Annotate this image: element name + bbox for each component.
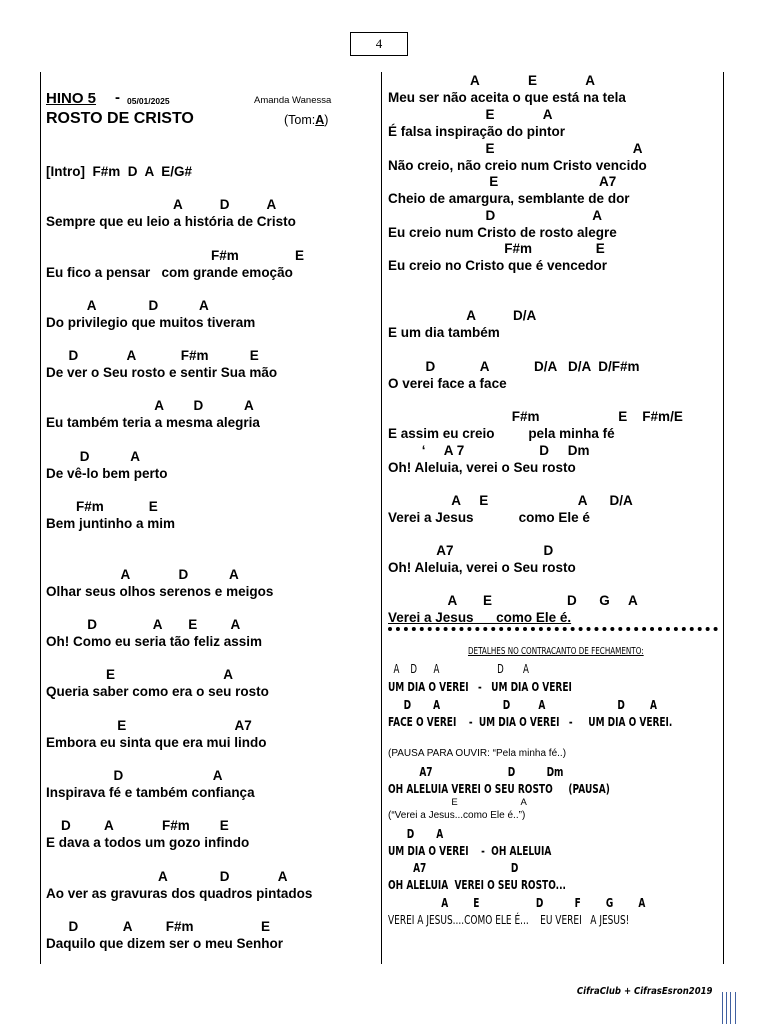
stanza-line [388,492,633,526]
stanza-line [46,666,269,700]
stanza-line [46,767,255,801]
details-heading [468,646,712,657]
lyric-line: Eu fico a pensar com grande emoção [46,265,293,280]
stanza-line [46,616,262,650]
chord-line: D A [46,768,223,783]
detail-lyric [388,781,696,796]
chord-line: A D A [46,398,254,413]
chord-line: D A [46,449,141,464]
lyric-line: De vê-lo bem perto [46,466,168,481]
detail-note [388,748,566,759]
stanza-line [46,566,273,600]
stanza-line [46,817,249,851]
key-label: (Tom: [284,113,316,127]
detail-text: OH ALELUIA VEREI O SEU ROSTO (PAUSA) [388,781,610,796]
chord-line: A E A D/A [388,493,633,508]
dotted-separator [388,627,718,631]
chord-line: E A7 [388,174,617,189]
chord-line: F#m E F#m/E [388,409,683,424]
stanza-line [388,307,536,341]
detail-chords [388,697,761,712]
detail-text: (PAUSA PARA OUVIR: “Pela minha fé..) [388,748,567,759]
detail-text: OH ALELUIA VEREI O SEU ROSTO... [388,877,566,892]
page-number: 4 [350,32,408,56]
lyric-line: Queria saber como era o seu rosto [46,684,269,699]
stanza-line [46,247,304,281]
chord-line: A E A [388,73,596,88]
stanza-line [46,448,168,482]
lyric-line: Verei a Jesus como Ele é [388,510,590,525]
chord-line: E A [388,107,553,122]
chord-line: A7 D [388,543,554,558]
detail-chords [388,764,632,779]
chord-line: A D A [46,869,288,884]
chord-line: D A [388,208,603,223]
detail-text: A7 D [388,860,519,875]
chord-line: ‘ A 7 D Dm [388,443,590,458]
hymn-dash: - [115,89,120,106]
stanza-line [46,498,175,532]
chord-line: D A F#m E [46,818,229,833]
detail-text: E A [388,797,527,808]
chord-line: D A E A [46,617,241,632]
lyric-line: Inspirava fé e também confiança [46,785,255,800]
detail-text: D A [388,826,444,841]
lyric-line: Eu também teria a mesma alegria [46,415,260,430]
detail-text: A E D F G A [388,895,646,910]
detail-text: UM DIA O VEREI - UM DIA O VEREI [388,679,572,694]
key-value: A [315,113,325,127]
detail-chords [388,826,465,841]
chord-line: A D A [46,298,209,313]
chord-line: A D A [46,567,239,582]
lyric-line: Ao ver as gravuras dos quadros pintados [46,886,313,901]
chord-line: E A [388,141,643,156]
stanza-line [388,173,630,207]
chord-line: A D/A [388,308,537,323]
stanza-line [388,442,590,476]
hymn-key [284,113,328,127]
detail-lyric [388,679,643,694]
lyric-line: É falsa inspiração do pintor [388,124,566,139]
detail-text: D A D A D A [388,697,657,712]
stanza-line [388,240,607,274]
lyric-line: [Intro] F#m D A E/G# [46,164,193,179]
hymn-number: HINO 5 [46,90,97,107]
chord-line: E A7 [46,718,252,733]
detail-chords [388,895,745,910]
detail-lyric [388,714,768,729]
stanza-line [46,397,260,431]
lyric-line: Oh! Aleluia, verei o Seu rosto [388,460,576,475]
center-divider [381,72,382,964]
stanza-line [388,408,683,442]
footer-credit: CifraClub + CifrasEsron2019 [576,986,712,997]
detail-text: (“Verei a Jesus...como Ele é..”) [388,810,526,821]
stanza-line [388,207,617,241]
stanza-line [388,592,638,626]
detail-text: A D A D A [388,662,529,676]
lyric-line: Sempre que eu leio a história de Cristo [46,214,296,229]
lyric-line: Embora eu sinta que era mui lindo [46,735,267,750]
right-border [723,72,724,964]
key-close: ) [324,113,329,127]
lyric-line: E assim eu creio pela minha fé [388,426,615,441]
lyric-line: Eu creio num Cristo de rosto alegre [388,225,617,240]
lyric-line: O verei face a face [388,376,507,391]
detail-text: A7 D Dm [388,764,564,779]
chord-line: E A [46,667,234,682]
detail-text: VEREI A JESUS....COMO ELE É... EU VEREI A JESUS! [388,912,630,927]
detail-lyric [388,843,615,858]
lyric-line: Oh! Como eu seria tão feliz assim [46,634,263,649]
hymn-title: ROSTO DE CRISTO [46,110,194,127]
lyric-line: De ver o Seu rosto e sentir Sua mão [46,365,278,380]
stanza-line [46,297,255,331]
lyric-line: Olhar seus olhos serenos e meigos [46,584,274,599]
chord-line: D A D/A D/A D/F#m [388,359,640,374]
stanza-line [46,347,277,381]
chord-line: F#m E [388,241,605,256]
stanza-line [46,868,312,902]
detail-lyric [388,912,723,927]
detail-chords [388,860,569,875]
stanza-line [46,196,296,230]
chord-line: D A F#m E [46,919,271,934]
chord-line: F#m E [46,248,305,263]
stanza-line [46,918,283,952]
detail-chords [388,662,584,676]
hymn-date: 05/01/2025 [127,96,170,106]
left-border [40,72,41,964]
chord-line: D A F#m E [46,348,259,363]
lyric-line: Meu ser não aceita o que está na tela [388,90,626,105]
stanza-intro [46,163,192,180]
lyric-line: Não creio, não creio num Cristo vencido [388,158,647,173]
detail-text: FACE O VEREI - UM DIA O VEREI - UM DIA O VEREI. [388,714,673,729]
lyric-line: Cheio de amargura, semblante de dor [388,191,630,206]
corner-bars [722,992,736,1024]
chord-line: A D A [46,197,277,212]
detail-text: UM DIA O VEREI - OH ALELUIA [388,843,552,858]
lyric-line: Bem juntinho a mim [46,516,176,531]
stanza-line [388,106,565,140]
hymn-author: Amanda Wanessa [254,95,332,106]
lyric-line: Daquilo que dizem ser o meu Senhor [46,936,284,951]
lyric-line: E dava a todos um gozo infindo [46,835,250,850]
stanza-line [388,72,626,106]
detail-note [388,810,525,821]
stanza-line [388,140,647,174]
chord-line: A E D G A [388,593,638,608]
detail-lyric [388,877,635,892]
detail-chords [388,797,527,808]
lyric-line: E um dia também [388,325,500,340]
lyric-line: Verei a Jesus como Ele é. [388,610,572,625]
stanza-line [388,358,640,392]
details-heading-text: DETALHES NO CONTRACANTO DE FECHAMENTO: [468,646,644,657]
lyric-line: Oh! Aleluia, verei o Seu rosto [388,560,576,575]
stanza-line [46,717,267,751]
stanza-line [388,542,576,576]
lyric-line: Eu creio no Cristo que é vencedor [388,258,608,273]
lyric-line: Do privilegio que muitos tiveram [46,315,256,330]
chord-line: F#m E [46,499,158,514]
